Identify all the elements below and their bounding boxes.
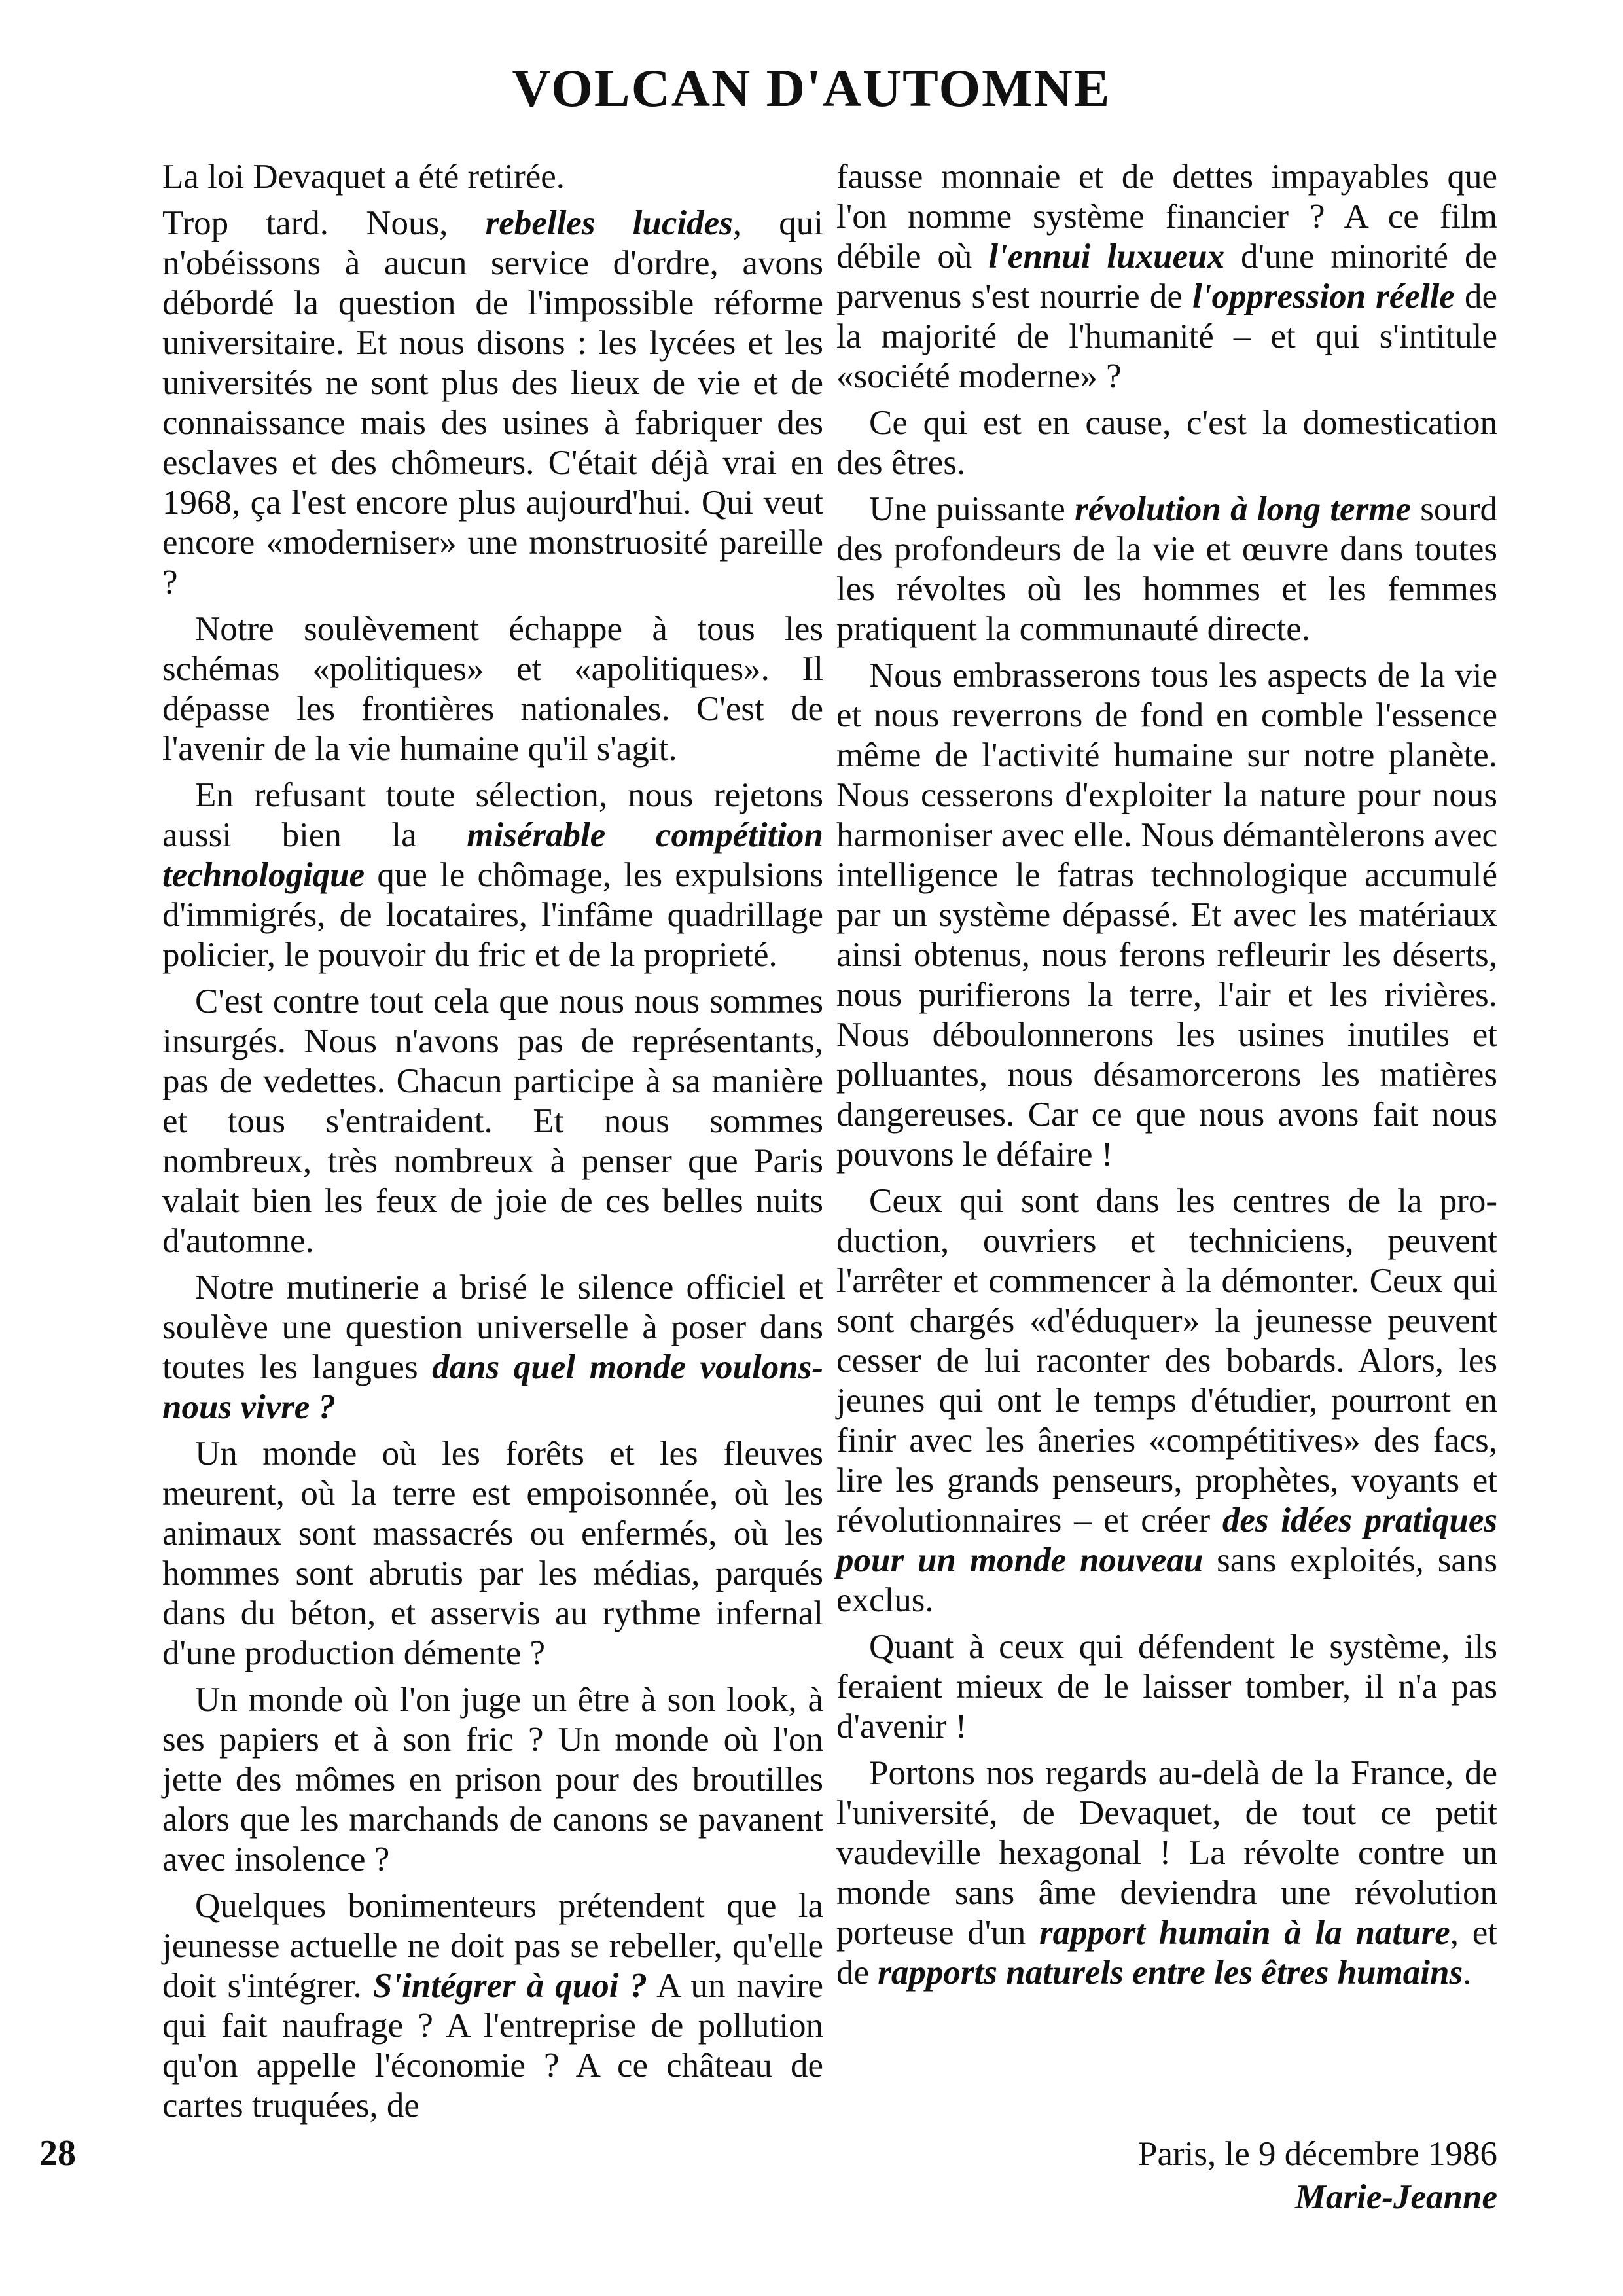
article-column-right	[836, 157, 1497, 2000]
text-segment: Nous embrasserons tous les aspects de la vie et nous reverrons de fond en comble l'essence même de l'activité humaine sur notre planète. Nous cesserons d'exploiter la nature pour nous harmoniser avec elle. Nous démantèlerons avec intelligence le fatras technologique accumulé par un système dépassé. Et avec les matériaux ainsi obtenus, nous ferons refleurir les déserts, nous purifierons la terre, l'air et les rivières. Nous déboulonnerons les usines inutiles et polluantes, nous désamorcerons les matières dangereuses. Car ce que nous avons fait nous pouvons le défaire !	[836, 656, 1497, 1174]
signature-place-date: Paris, le 9 décembre 1986	[1138, 2135, 1497, 2173]
paragraph	[162, 157, 823, 197]
emphasized-text: l'oppression réelle	[1192, 278, 1455, 315]
text-segment: , qui n'obéissons à aucun service d'ordre, avons débordé la question de l'impossible réforme universitaire. Et nous disons : les lycées et les universités ne sont plus des lieux de vie et de connaissance mais des usines à fabriquer des esclaves et des chômeurs. C'était déjà vrai en 1968, ça l'est encore plus aujourd'hui. Qui veut encore «moderniser» une monstruosité pareille ?	[162, 204, 823, 601]
emphasized-text: rapport humain à la nature	[1039, 1914, 1450, 1952]
text-segment: d'une minorité de parvenus s'est nourrie de	[836, 238, 1498, 315]
text-segment: que le chômage, les expulsions d'immigrés, de locataires, l'infâme quadrillage policier, le pouvoir du fric et de la proprieté.	[162, 856, 823, 974]
page-title: VOLCAN D'AUTOMNE	[512, 58, 1111, 118]
text-segment: A un navire qui fait naufrage ? A l'entreprise de pollution qu'on appelle l'économie ? A ce château de cartes truquées, de	[162, 1967, 823, 2125]
article-column-left	[162, 157, 823, 2132]
text-segment: sans exploités, sans exclus.	[836, 1541, 1497, 1619]
paragraph	[162, 609, 823, 769]
paragraph	[836, 1627, 1497, 1747]
paragraph	[162, 1434, 823, 1674]
text-segment: Un monde où l'on juge un être à son look, à ses papiers et à son fric ? Un monde où l'on jette des mômes en prison pour des broutilles alors que les marchands de canons se pavanent avec insolence ?	[162, 1681, 823, 1878]
emphasized-text: rapports naturels entre les êtres humains	[878, 1954, 1463, 1992]
paragraph	[836, 490, 1497, 649]
text-segment: La loi Devaquet a été retirée.	[162, 158, 565, 196]
text-segment: de la majorité de l'humanité – et qui s'intitule «société moderne» ?	[836, 278, 1498, 395]
signature-author: Marie-Jeanne	[1294, 2178, 1497, 2216]
text-segment: Portons nos regards au-delà de la France, de l'université, de Devaquet, de tout ce petit vaudeville hexagonal ! La révolte contre un monde sans âme deviendra une révolution porteuse d'un	[836, 1754, 1497, 1952]
text-segment: fausse monnaie et de dettes impayables que l'on nomme système financier ? A ce film débile où	[836, 158, 1497, 276]
emphasized-text: révolution à long terme	[1075, 490, 1411, 528]
text-segment: En refusant toute sélection, nous rejetons aussi bien la	[162, 776, 823, 854]
paragraph	[162, 204, 823, 603]
paragraph	[162, 982, 823, 1261]
text-segment: Trop tard. Nous,	[162, 204, 486, 242]
emphasized-text: dans quel monde voulons-nous vivre ?	[162, 1348, 823, 1426]
text-segment: Ce qui est en cause, c'est la domestication des êtres.	[836, 404, 1497, 482]
text-segment: Quelques bonimenteurs prétendent que la jeunesse actuelle ne doit pas se rebeller, qu'elle doit s'intégrer.	[162, 1887, 823, 2005]
text-segment: Une puissante	[869, 490, 1075, 528]
text-segment: , et de	[836, 1914, 1498, 1992]
paragraph	[836, 403, 1497, 483]
emphasized-text: misérable compétition technologique	[162, 816, 823, 894]
text-segment: Notre mutinerie a brisé le silence officiel et soulève une question universelle à poser dans toutes les langues	[162, 1268, 823, 1386]
page-number: 28	[39, 2133, 76, 2174]
signature-block	[836, 2132, 1497, 2219]
text-segment: Ceux qui sont dans les centres de la production, ouvriers et techniciens, peuvent l'arrêter et commencer à la démonter. Ceux qui sont chargés «d'éduquer» la jeunesse peuvent cesser de lui raconter des bobards. Alors, les jeunes qui ont le temps d'étudier, pourront en finir avec les âneries «compétitives» des facs, lire les grands penseurs, prophètes, voyants et révolutionnaires – et créer	[836, 1182, 1497, 1539]
emphasized-text: l'ennui luxueux	[988, 238, 1225, 276]
paragraph	[162, 1268, 823, 1427]
text-segment: C'est contre tout cela que nous nous sommes insurgés. Nous n'avons pas de représentants, pas de vedettes. Chacun participe à sa manière et tous s'entraident. Et nous sommes nombreux, très nombreux à penser que Paris valait bien les feux de joie de ces belles nuits d'automne.	[162, 982, 823, 1260]
paragraph	[836, 656, 1497, 1175]
paragraph	[836, 1753, 1497, 1993]
paragraph	[836, 157, 1497, 397]
paragraph	[162, 1886, 823, 2126]
text-segment: Notre soulèvement échappe à tous les schémas «politiques» et «apolitiques». Il dépasse les frontières nationales. C'est de l'avenir de la vie humaine qu'il s'agit.	[162, 610, 823, 768]
emphasized-text: S'intégrer à quoi ?	[372, 1967, 648, 2005]
paragraph	[836, 1181, 1497, 1621]
text-segment: Un monde où les forêts et les fleuves meurent, où la terre est empoisonnée, où les animaux sont massacrés ou enfermés, où les hommes sont abrutis par les médias, parqués dans du béton, et asservis au rythme infernal d'une production démente ?	[162, 1435, 823, 1672]
emphasized-text: des idées pratiques pour un monde nouveau	[836, 1501, 1497, 1579]
text-segment: sourd des profondeurs de la vie et œuvre dans toutes les révoltes où les hommes et les femmes pratiquent la communauté directe.	[836, 490, 1497, 648]
paragraph	[162, 1680, 823, 1880]
emphasized-text: rebelles lucides	[485, 204, 733, 242]
text-segment: Quant à ceux qui défendent le système, ils feraient mieux de le laisser tomber, il n'a pas d'avenir !	[836, 1628, 1497, 1746]
paragraph	[162, 776, 823, 975]
text-segment: .	[1463, 1954, 1472, 1992]
